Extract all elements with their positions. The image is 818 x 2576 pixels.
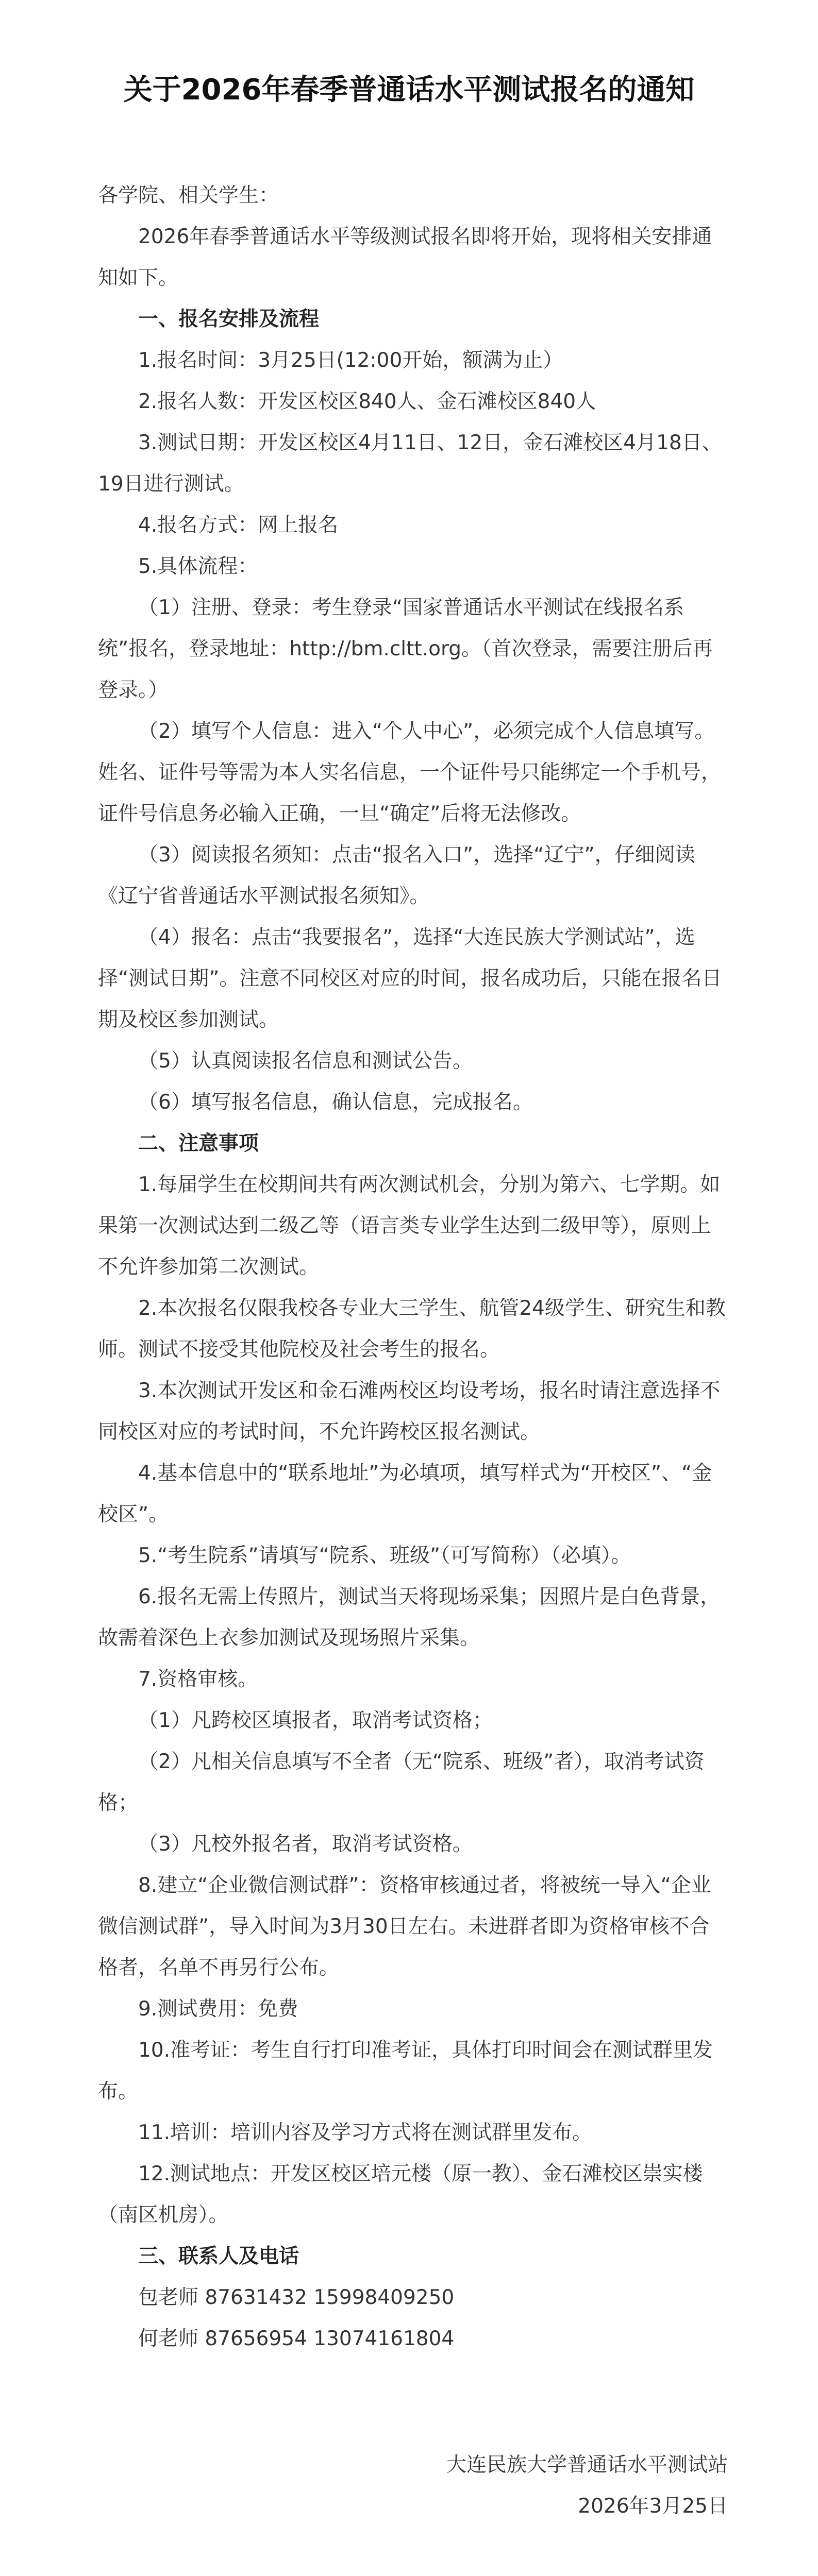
list-item: （2）凡相关信息填写不全者（无“院系、班级”者），取消考试资格； [98,1750,705,1815]
list-item: 1.每届学生在校期间共有两次测试机会，分别为第六、七学期。如果第一次测试达到二级乙等（语言类专业学生达到二级甲等），原则上不允许参加第二次测试。 [98,1173,721,1279]
list-item: 3.本次测试开发区和金石滩两校区均设考场，报名时请注意选择不同校区对应的考试时间，不允许跨校区报名测试。 [98,1379,721,1444]
contact-line: 包老师 87631432 15998409250 [138,2286,455,2309]
list-item: （5）认真阅读报名信息和测试公告。 [138,1049,473,1073]
page-title: 关于2026年春季普通话水平测试报名的通知 [123,73,695,107]
list-item: 3.测试日期：开发区校区4月11日、12日，金石滩校区4月18日、19日进行测试。 [98,431,722,496]
contact-line: 何老师 87656954 13074161804 [138,2327,455,2350]
list-item: 10.准考证：考生自行打印准考证，具体打印时间会在测试群里发布。 [98,2039,713,2103]
list-item: （2）填写个人信息：进入“个人中心”，必须完成个人信息填写。姓名、证件号等需为本人实名信息，一个证件号只能绑定一个手机号，证件号信息务必输入正确，一旦“确定”后将无法修改。 [98,720,722,825]
list-item: 4.报名方式：网上报名 [138,514,339,537]
intro-paragraph: 2026年春季普通话水平等级测试报名即将开始，现将相关安排通知如下。 [98,225,712,290]
list-item: 9.测试费用：免费 [138,1997,298,2021]
list-item: 11.培训：培训内容及学习方式将在测试群里发布。 [138,2121,593,2144]
signature-org: 大连民族大学普通话水平测试站 [446,2453,728,2477]
list-item: （6）填写报名信息，确认信息，完成报名。 [138,1091,533,1114]
salutation: 各学院、相关学生： [98,184,279,207]
list-item: （3）阅读报名须知：点击“报名入口”，选择“辽宁”，仔细阅读《辽宁省普通话水平测试报名须知》。 [98,843,695,908]
section-heading-registration: 一、报名安排及流程 [138,308,320,331]
list-item: 4.基本信息中的“联系地址”为必填项，填写样式为“开校区”、“金校区”。 [98,1462,712,1526]
list-item: 5.“考生院系”请填写“院系、班级”（可写简称）（必填）。 [138,1544,631,1567]
list-item: 5.具体流程： [138,555,258,578]
list-item: 2.本次报名仅限我校各专业大三学生、航管24级学生、研究生和教师。测试不接受其他院校及社会考生的报名。 [98,1297,726,1361]
list-item: 6.报名无需上传照片，测试当天将现场采集；因照片是白色背景，故需着深色上衣参加测试及现场照片采集。 [98,1585,721,1650]
notice-body [98,175,727,2360]
list-item: （3）凡校外报名者，取消考试资格。 [138,1833,473,1856]
list-item: （1）注册、登录：考生登录“国家普通话水平测试在线报名系统”报名，登录地址：http://bm.cltt.org。（首次登录，需要注册后再登录。） [98,596,713,702]
list-item: 8.建立“企业微信测试群”：资格审核通过者，将被统一导入“企业微信测试群”，导入时间为3月30日左右。未进群者即为资格审核不合格者，名单不再另行公布。 [98,1874,711,1979]
list-item: （4）报名：点击“我要报名”，选择“大连民族大学测试站”，选择“测试日期”。注意不同校区对应的时间，报名成功后，只能在报名日期及校区参加测试。 [98,926,722,1031]
list-item: 7.资格审核。 [138,1668,258,1691]
signature-date: 2026年3月25日 [578,2495,728,2518]
section-heading-notes: 二、注意事项 [138,1132,259,1155]
list-item: 2.报名人数：开发区校区840人、金石滩校区840人 [138,390,596,413]
section-heading-contacts: 三、联系人及电话 [138,2245,299,2268]
list-item: 1.报名时间：3月25日(12:00开始，额满为止） [138,349,563,372]
signature-block [446,2445,728,2527]
list-item: （1）凡跨校区填报者，取消考试资格； [138,1709,493,1732]
list-item: 12.测试地点：开发区校区培元楼（原一教）、金石滩校区崇实楼（南区机房）。 [98,2162,703,2227]
